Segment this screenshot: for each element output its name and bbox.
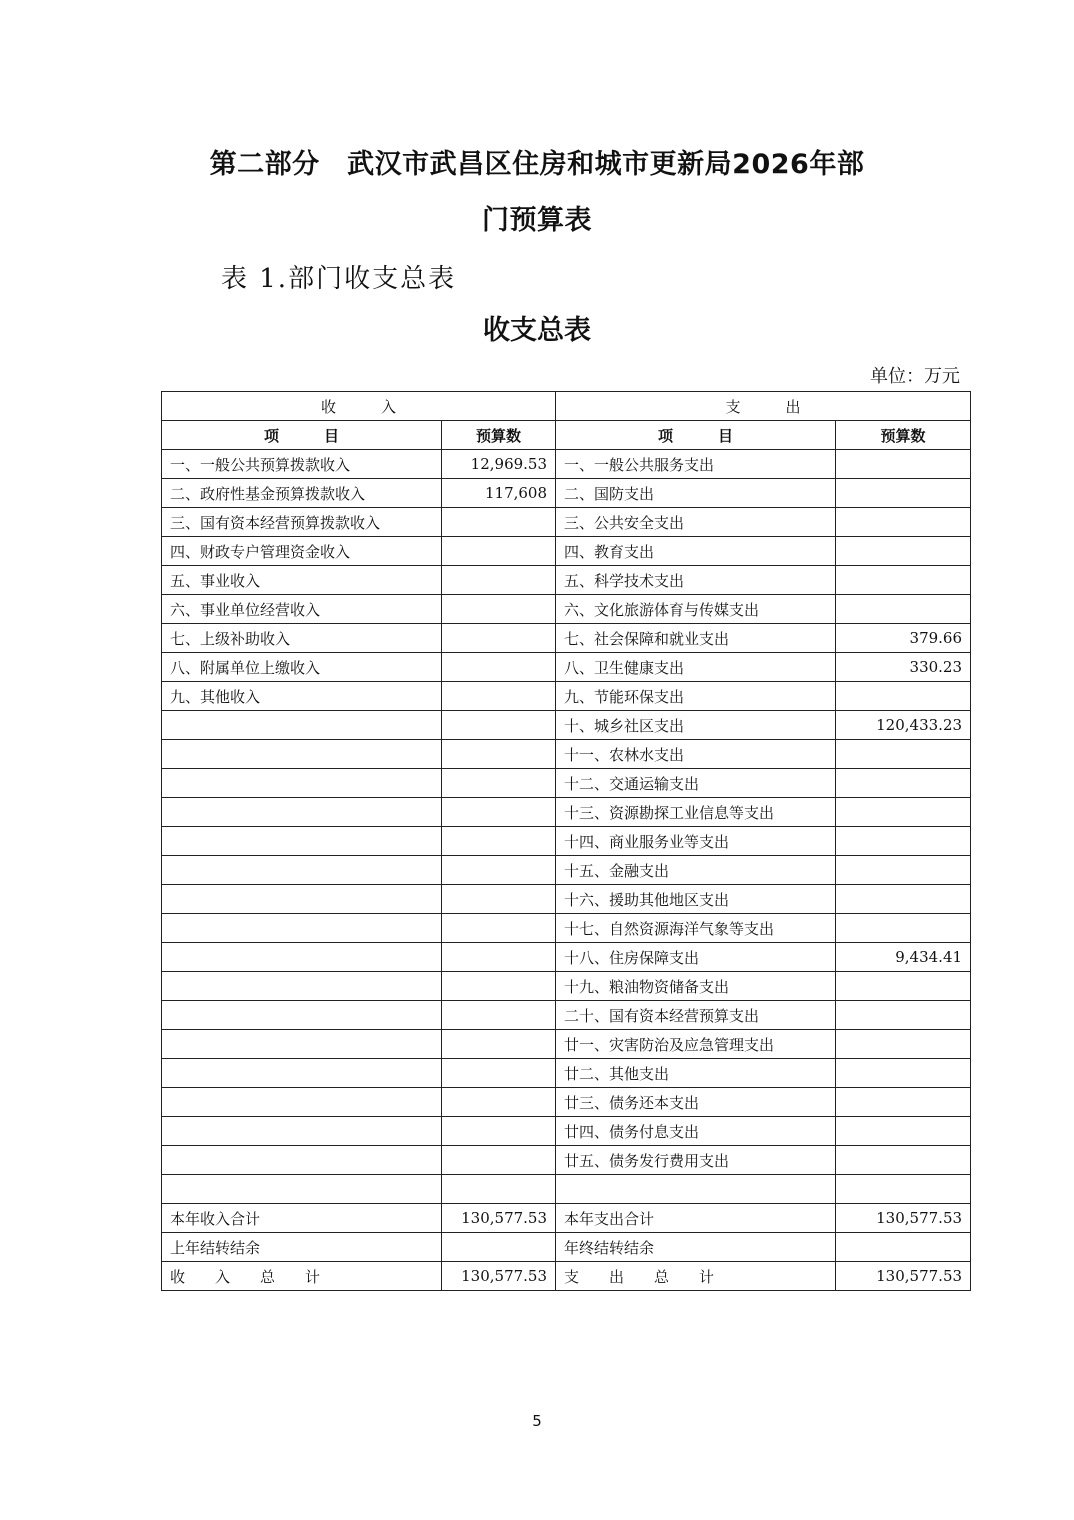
table-row — [162, 1262, 971, 1291]
table-heading: 收支总表 — [483, 315, 591, 346]
income-value-cell — [442, 624, 556, 653]
income-item-cell — [162, 943, 442, 972]
income-item-cell — [162, 1175, 442, 1204]
income-item-cell: 五、事业收入 — [162, 566, 442, 595]
expense-item-cell: 八、卫生健康支出 — [556, 653, 836, 682]
expense-item-cell: 廿五、债务发行费用支出 — [556, 1146, 836, 1175]
expense-item-cell: 十八、住房保障支出 — [556, 943, 836, 972]
table-row — [162, 595, 971, 624]
income-item-cell — [162, 885, 442, 914]
expense-item-cell: 支 出 总 计 — [556, 1262, 836, 1291]
expense-value-cell — [836, 972, 971, 1001]
expense-value-cell — [836, 1059, 971, 1088]
income-item-column-header: 项 目 — [162, 421, 442, 450]
table-row — [162, 769, 971, 798]
income-value-cell — [442, 1030, 556, 1059]
table-row — [162, 740, 971, 769]
expense-value-cell — [836, 450, 971, 479]
income-item-cell — [162, 1059, 442, 1088]
income-value-cell — [442, 566, 556, 595]
income-item-cell — [162, 972, 442, 1001]
table-row — [162, 1233, 971, 1262]
unit-label: 单位：万元 — [870, 366, 960, 387]
expense-item-column-header: 项 目 — [556, 421, 836, 450]
table-row — [162, 914, 971, 943]
income-item-cell: 二、政府性基金预算拨款收入 — [162, 479, 442, 508]
table-row — [162, 943, 971, 972]
expense-value-cell — [836, 1146, 971, 1175]
table-row — [162, 885, 971, 914]
table-row — [162, 1088, 971, 1117]
table-row — [162, 450, 971, 479]
table-row — [162, 711, 971, 740]
expense-item-cell: 十五、金融支出 — [556, 856, 836, 885]
expense-item-cell: 廿一、灾害防治及应急管理支出 — [556, 1030, 836, 1059]
income-value-cell: 12,969.53 — [442, 450, 556, 479]
table-row — [162, 1175, 971, 1204]
income-value-cell — [442, 1117, 556, 1146]
income-item-cell — [162, 769, 442, 798]
table-row — [162, 1146, 971, 1175]
expense-value-cell — [836, 1088, 971, 1117]
expense-value-cell: 379.66 — [836, 624, 971, 653]
expense-value-cell — [836, 1233, 971, 1262]
expense-item-cell: 廿四、债务付息支出 — [556, 1117, 836, 1146]
income-item-cell — [162, 1088, 442, 1117]
section-header-row — [162, 392, 971, 421]
income-item-cell: 本年收入合计 — [162, 1204, 442, 1233]
expense-value-cell — [836, 798, 971, 827]
table-row — [162, 1059, 971, 1088]
page-number: 5 — [532, 1412, 542, 1430]
table-row — [162, 972, 971, 1001]
income-value-cell — [442, 595, 556, 624]
expense-value-cell — [836, 508, 971, 537]
expense-item-cell: 三、公共安全支出 — [556, 508, 836, 537]
income-value-cell — [442, 943, 556, 972]
expense-item-cell: 二、国防支出 — [556, 479, 836, 508]
table-body — [162, 450, 971, 1291]
income-value-cell — [442, 1175, 556, 1204]
income-value-cell — [442, 972, 556, 1001]
expense-item-cell: 十七、自然资源海洋气象等支出 — [556, 914, 836, 943]
income-item-cell: 三、国有资本经营预算拨款收入 — [162, 508, 442, 537]
table-row — [162, 624, 971, 653]
expense-item-cell: 二十、国有资本经营预算支出 — [556, 1001, 836, 1030]
expense-value-cell: 130,577.53 — [836, 1204, 971, 1233]
table-row — [162, 1204, 971, 1233]
expense-item-cell: 十二、交通运输支出 — [556, 769, 836, 798]
expense-value-cell — [836, 1001, 971, 1030]
document-title-line-2: 门预算表 — [482, 205, 592, 236]
table-row — [162, 537, 971, 566]
income-item-cell — [162, 1030, 442, 1059]
expense-item-cell: 六、文化旅游体育与传媒支出 — [556, 595, 836, 624]
expense-budget-column-header: 预算数 — [836, 421, 971, 450]
income-value-cell — [442, 682, 556, 711]
expense-value-cell — [836, 769, 971, 798]
table-row — [162, 1117, 971, 1146]
income-value-cell — [442, 653, 556, 682]
income-item-cell: 上年结转结余 — [162, 1233, 442, 1262]
expense-item-cell: 年终结转结余 — [556, 1233, 836, 1262]
income-section-header: 收 入 — [162, 392, 556, 421]
income-value-cell: 130,577.53 — [442, 1262, 556, 1291]
column-header-row — [162, 421, 971, 450]
expense-value-cell — [836, 595, 971, 624]
table-row — [162, 856, 971, 885]
expense-value-cell: 330.23 — [836, 653, 971, 682]
income-item-cell — [162, 1117, 442, 1146]
income-value-cell — [442, 740, 556, 769]
income-value-cell — [442, 885, 556, 914]
income-item-cell — [162, 798, 442, 827]
budget-summary-table — [161, 391, 971, 1291]
income-budget-column-header: 预算数 — [442, 421, 556, 450]
expense-value-cell — [836, 885, 971, 914]
income-item-cell: 一、一般公共预算拨款收入 — [162, 450, 442, 479]
table-row — [162, 653, 971, 682]
income-value-cell — [442, 798, 556, 827]
income-item-cell: 四、财政专户管理资金收入 — [162, 537, 442, 566]
income-value-cell — [442, 711, 556, 740]
table-row — [162, 682, 971, 711]
expense-value-cell — [836, 537, 971, 566]
income-value-cell — [442, 827, 556, 856]
expense-value-cell — [836, 740, 971, 769]
income-value-cell — [442, 537, 556, 566]
expense-item-cell: 十四、商业服务业等支出 — [556, 827, 836, 856]
expense-value-cell — [836, 1175, 971, 1204]
income-value-cell: 117,608 — [442, 479, 556, 508]
expense-value-cell — [836, 1030, 971, 1059]
expense-item-cell: 十一、农林水支出 — [556, 740, 836, 769]
income-value-cell — [442, 508, 556, 537]
expense-item-cell: 九、节能环保支出 — [556, 682, 836, 711]
income-value-cell — [442, 1059, 556, 1088]
table-row — [162, 479, 971, 508]
income-item-cell — [162, 827, 442, 856]
table-row — [162, 508, 971, 537]
expense-value-cell: 120,433.23 — [836, 711, 971, 740]
expense-item-cell: 七、社会保障和就业支出 — [556, 624, 836, 653]
expense-item-cell: 十九、粮油物资储备支出 — [556, 972, 836, 1001]
income-item-cell — [162, 856, 442, 885]
income-value-cell: 130,577.53 — [442, 1204, 556, 1233]
expense-value-cell — [836, 479, 971, 508]
income-value-cell — [442, 1233, 556, 1262]
expense-item-cell: 十、城乡社区支出 — [556, 711, 836, 740]
expense-item-cell: 本年支出合计 — [556, 1204, 836, 1233]
income-item-cell: 收 入 总 计 — [162, 1262, 442, 1291]
income-item-cell: 六、事业单位经营收入 — [162, 595, 442, 624]
expense-item-cell: 四、教育支出 — [556, 537, 836, 566]
income-item-cell — [162, 740, 442, 769]
expense-item-cell: 一、一般公共服务支出 — [556, 450, 836, 479]
table-row — [162, 827, 971, 856]
expense-value-cell — [836, 827, 971, 856]
expense-item-cell: 廿三、债务还本支出 — [556, 1088, 836, 1117]
income-value-cell — [442, 1146, 556, 1175]
income-item-cell — [162, 914, 442, 943]
income-item-cell — [162, 1001, 442, 1030]
table-row — [162, 1030, 971, 1059]
income-item-cell: 九、其他收入 — [162, 682, 442, 711]
income-item-cell: 七、上级补助收入 — [162, 624, 442, 653]
document-title-line-1: 第二部分 武汉市武昌区住房和城市更新局2026年部 — [209, 149, 865, 180]
expense-value-cell — [836, 856, 971, 885]
table-row — [162, 798, 971, 827]
table-row — [162, 1001, 971, 1030]
expense-item-cell: 廿二、其他支出 — [556, 1059, 836, 1088]
income-item-cell — [162, 1146, 442, 1175]
income-item-cell — [162, 711, 442, 740]
expense-item-cell: 十六、援助其他地区支出 — [556, 885, 836, 914]
income-value-cell — [442, 769, 556, 798]
expense-section-header: 支 出 — [556, 392, 971, 421]
income-value-cell — [442, 1001, 556, 1030]
expense-item-cell: 五、科学技术支出 — [556, 566, 836, 595]
expense-value-cell: 130,577.53 — [836, 1262, 971, 1291]
expense-item-cell — [556, 1175, 836, 1204]
expense-value-cell: 9,434.41 — [836, 943, 971, 972]
table-subtitle: 表 1.部门收支总表 — [221, 264, 457, 294]
income-value-cell — [442, 1088, 556, 1117]
expense-value-cell — [836, 682, 971, 711]
expense-value-cell — [836, 1117, 971, 1146]
income-value-cell — [442, 856, 556, 885]
expense-value-cell — [836, 914, 971, 943]
table-row — [162, 566, 971, 595]
expense-item-cell: 十三、资源勘探工业信息等支出 — [556, 798, 836, 827]
income-item-cell: 八、附属单位上缴收入 — [162, 653, 442, 682]
expense-value-cell — [836, 566, 971, 595]
income-value-cell — [442, 914, 556, 943]
